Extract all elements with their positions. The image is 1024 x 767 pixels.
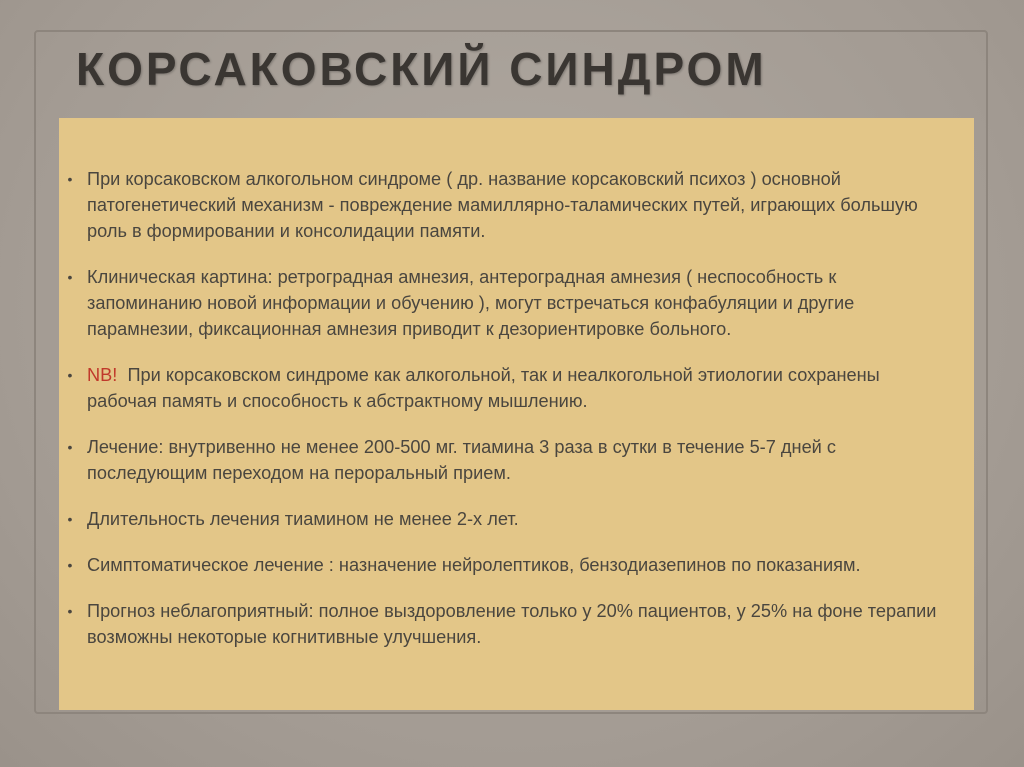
- content-box: [59, 118, 974, 710]
- bullet-text: При корсаковском алкогольном синдроме ( др. название корсаковский психоз ) основной патогенетический механизм - повреждение мамиллярно-таламических путей, играющих большую роль в формировании и консолидации памяти.: [87, 169, 918, 241]
- bullet-text: Симптоматическое лечение : назначение нейролептиков, бензодиазепинов по показаниям.: [87, 555, 861, 575]
- bullet-icon: •: [67, 171, 73, 187]
- list-item: [67, 434, 954, 486]
- list-item: [67, 362, 954, 414]
- nb-label: NB!: [87, 365, 118, 385]
- list-item: [67, 506, 954, 532]
- bullet-icon: •: [67, 269, 73, 285]
- list-item: [67, 166, 954, 244]
- slide-title: КОРСАКОВСКИЙ СИНДРОМ: [76, 43, 767, 95]
- bullet-text: Лечение: внутривенно не менее 200-500 мг. тиамина 3 раза в сутки в течение 5-7 дней с последующим переходом на пероральный прием.: [87, 437, 836, 483]
- bullet-text-nb: [87, 362, 954, 414]
- bullet-text: Клиническая картина: ретроградная амнезия, антероградная амнезия ( неспособность к запоминанию новой информации и обучению ), могут встречаться конфабуляции и другие парамнезии, фиксационная амнезия приводит к дезориентировке больного.: [87, 267, 855, 339]
- list-item: [67, 552, 954, 578]
- bullet-icon: •: [67, 511, 73, 527]
- bullet-text: Прогноз неблагоприятный: полное выздоровление только у 20% пациентов, у 25% на фоне терапии возможны некоторые когнитивные улучшения.: [87, 601, 937, 647]
- bullet-icon: •: [67, 367, 73, 383]
- bullet-list: [67, 166, 954, 650]
- bullet-icon: •: [67, 439, 73, 455]
- bullet-icon: •: [67, 603, 73, 619]
- bullet-icon: •: [67, 557, 73, 573]
- list-item: [67, 264, 954, 342]
- bullet-text: Длительность лечения тиамином не менее 2-х лет.: [87, 509, 519, 529]
- bullet-text: При корсаковском синдроме как алкогольной, так и неалкогольной этиологии сохранены рабочая память и способность к абстрактному мышлению.: [87, 365, 880, 411]
- list-item: [67, 598, 954, 650]
